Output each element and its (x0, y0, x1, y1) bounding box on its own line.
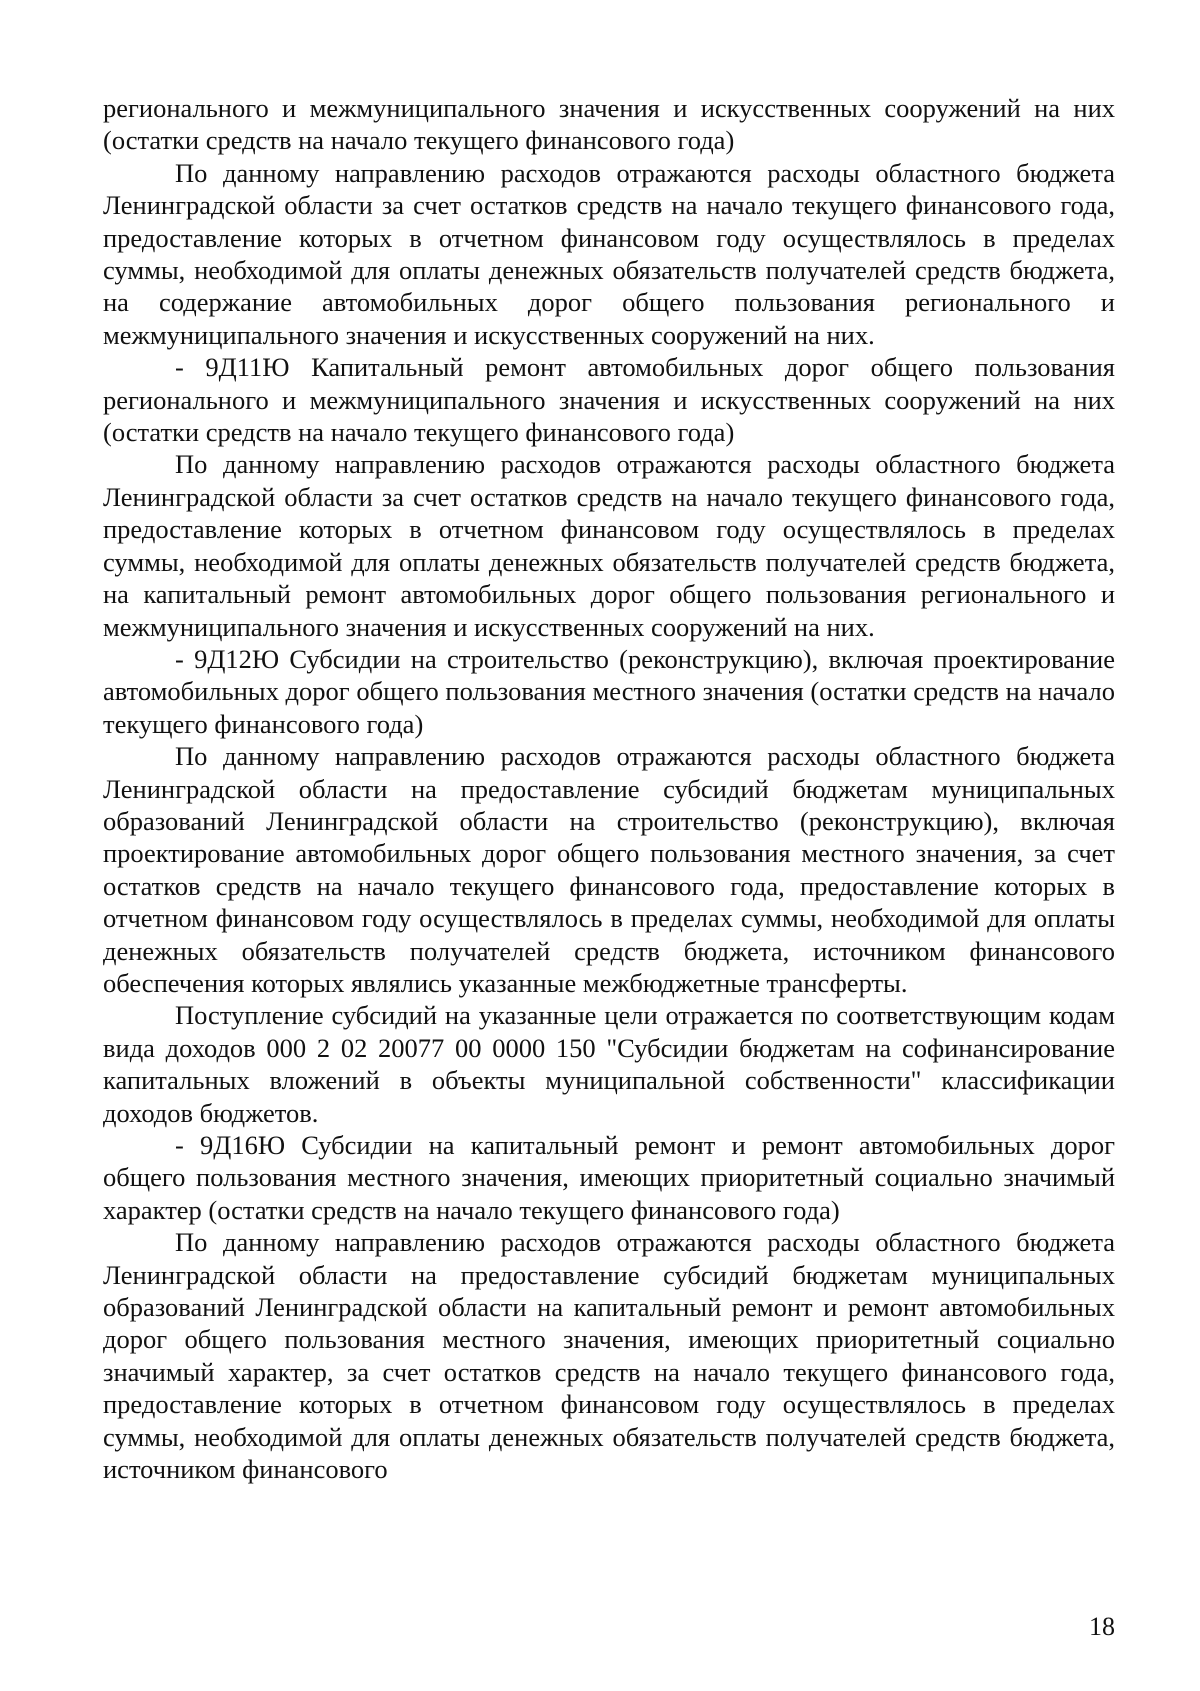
paragraph: По данному направлению расходов отражаются расходы областного бюджета Ленинградской области на предоставление субсидий бюджетам муниципальных образований Ленинградской области на капитальный ремонт и ремонт автомобильных дорог общего пользования местного значения, имеющих приоритетный социально значимый характер, за счет остатков средств на начало текущего финансового года, предоставление которых в отчетном финансовом году осуществлялось в пределах суммы, необходимой для оплаты денежных обязательств получателей средств бюджета, источником финансового (103, 1227, 1115, 1485)
paragraph: По данному направлению расходов отражаются расходы областного бюджета Ленинградской области за счет остатков средств на начало текущего финансового года, предоставление которых в отчетном финансовом году осуществлялось в пределах суммы, необходимой для оплаты денежных обязательств получателей средств бюджета, на капитальный ремонт автомобильных дорог общего пользования регионального и межмуниципального значения и искусственных сооружений на них. (103, 449, 1115, 642)
paragraph: Поступление субсидий на указанные цели отражается по соответствующим кодам вида доходов 000 2 02 20077 00 0000 150 "Субсидии бюджетам на софинансирование капитальных вложений в объекты муниципальной собственности" классификации доходов бюджетов. (103, 1000, 1115, 1128)
paragraph-item-9d16yu: - 9Д16Ю Субсидии на капитальный ремонт и ремонт автомобильных дорог общего пользования местного значения, имеющих приоритетный социально значимый характер (остатки средств на начало текущего финансового года) (103, 1130, 1115, 1225)
paragraph: По данному направлению расходов отражаются расходы областного бюджета Ленинградской области на предоставление субсидий бюджетам муниципальных образований Ленинградской области на строительство (реконструкцию), включая проектирование автомобильных дорог общего пользования местного значения, за счет остатков средств на начало текущего финансового года, предоставление которых в отчетном финансовом году осуществлялось в пределах суммы, необходимой для оплаты денежных обязательств получателей средств бюджета, источником финансового обеспечения которых являлись указанные межбюджетные трансферты. (103, 741, 1115, 998)
paragraph: По данному направлению расходов отражаются расходы областного бюджета Ленинградской области за счет остатков средств на начало текущего финансового года, предоставление которых в отчетном финансовом году осуществлялось в пределах суммы, необходимой для оплаты денежных обязательств получателей средств бюджета, на содержание автомобильных дорог общего пользования регионального и межмуниципального значения и искусственных сооружений на них. (103, 157, 1115, 350)
paragraph-continuation: регионального и межмуниципального значения и искусственных сооружений на них (остатки средств на начало текущего финансового года) (103, 93, 1115, 156)
page-number: 18 (1089, 1612, 1115, 1641)
document-body (103, 92, 1115, 1485)
paragraph-item-9d11yu: - 9Д11Ю Капитальный ремонт автомобильных дорог общего пользования регионального и межмуниципального значения и искусственных сооружений на них (остатки средств на начало текущего финансового года) (103, 352, 1115, 448)
paragraph-item-9d12yu: - 9Д12Ю Субсидии на строительство (реконструкцию), включая проектирование автомобильных дорог общего пользования местного значения (остатки средств на начало текущего финансового года) (103, 643, 1115, 739)
